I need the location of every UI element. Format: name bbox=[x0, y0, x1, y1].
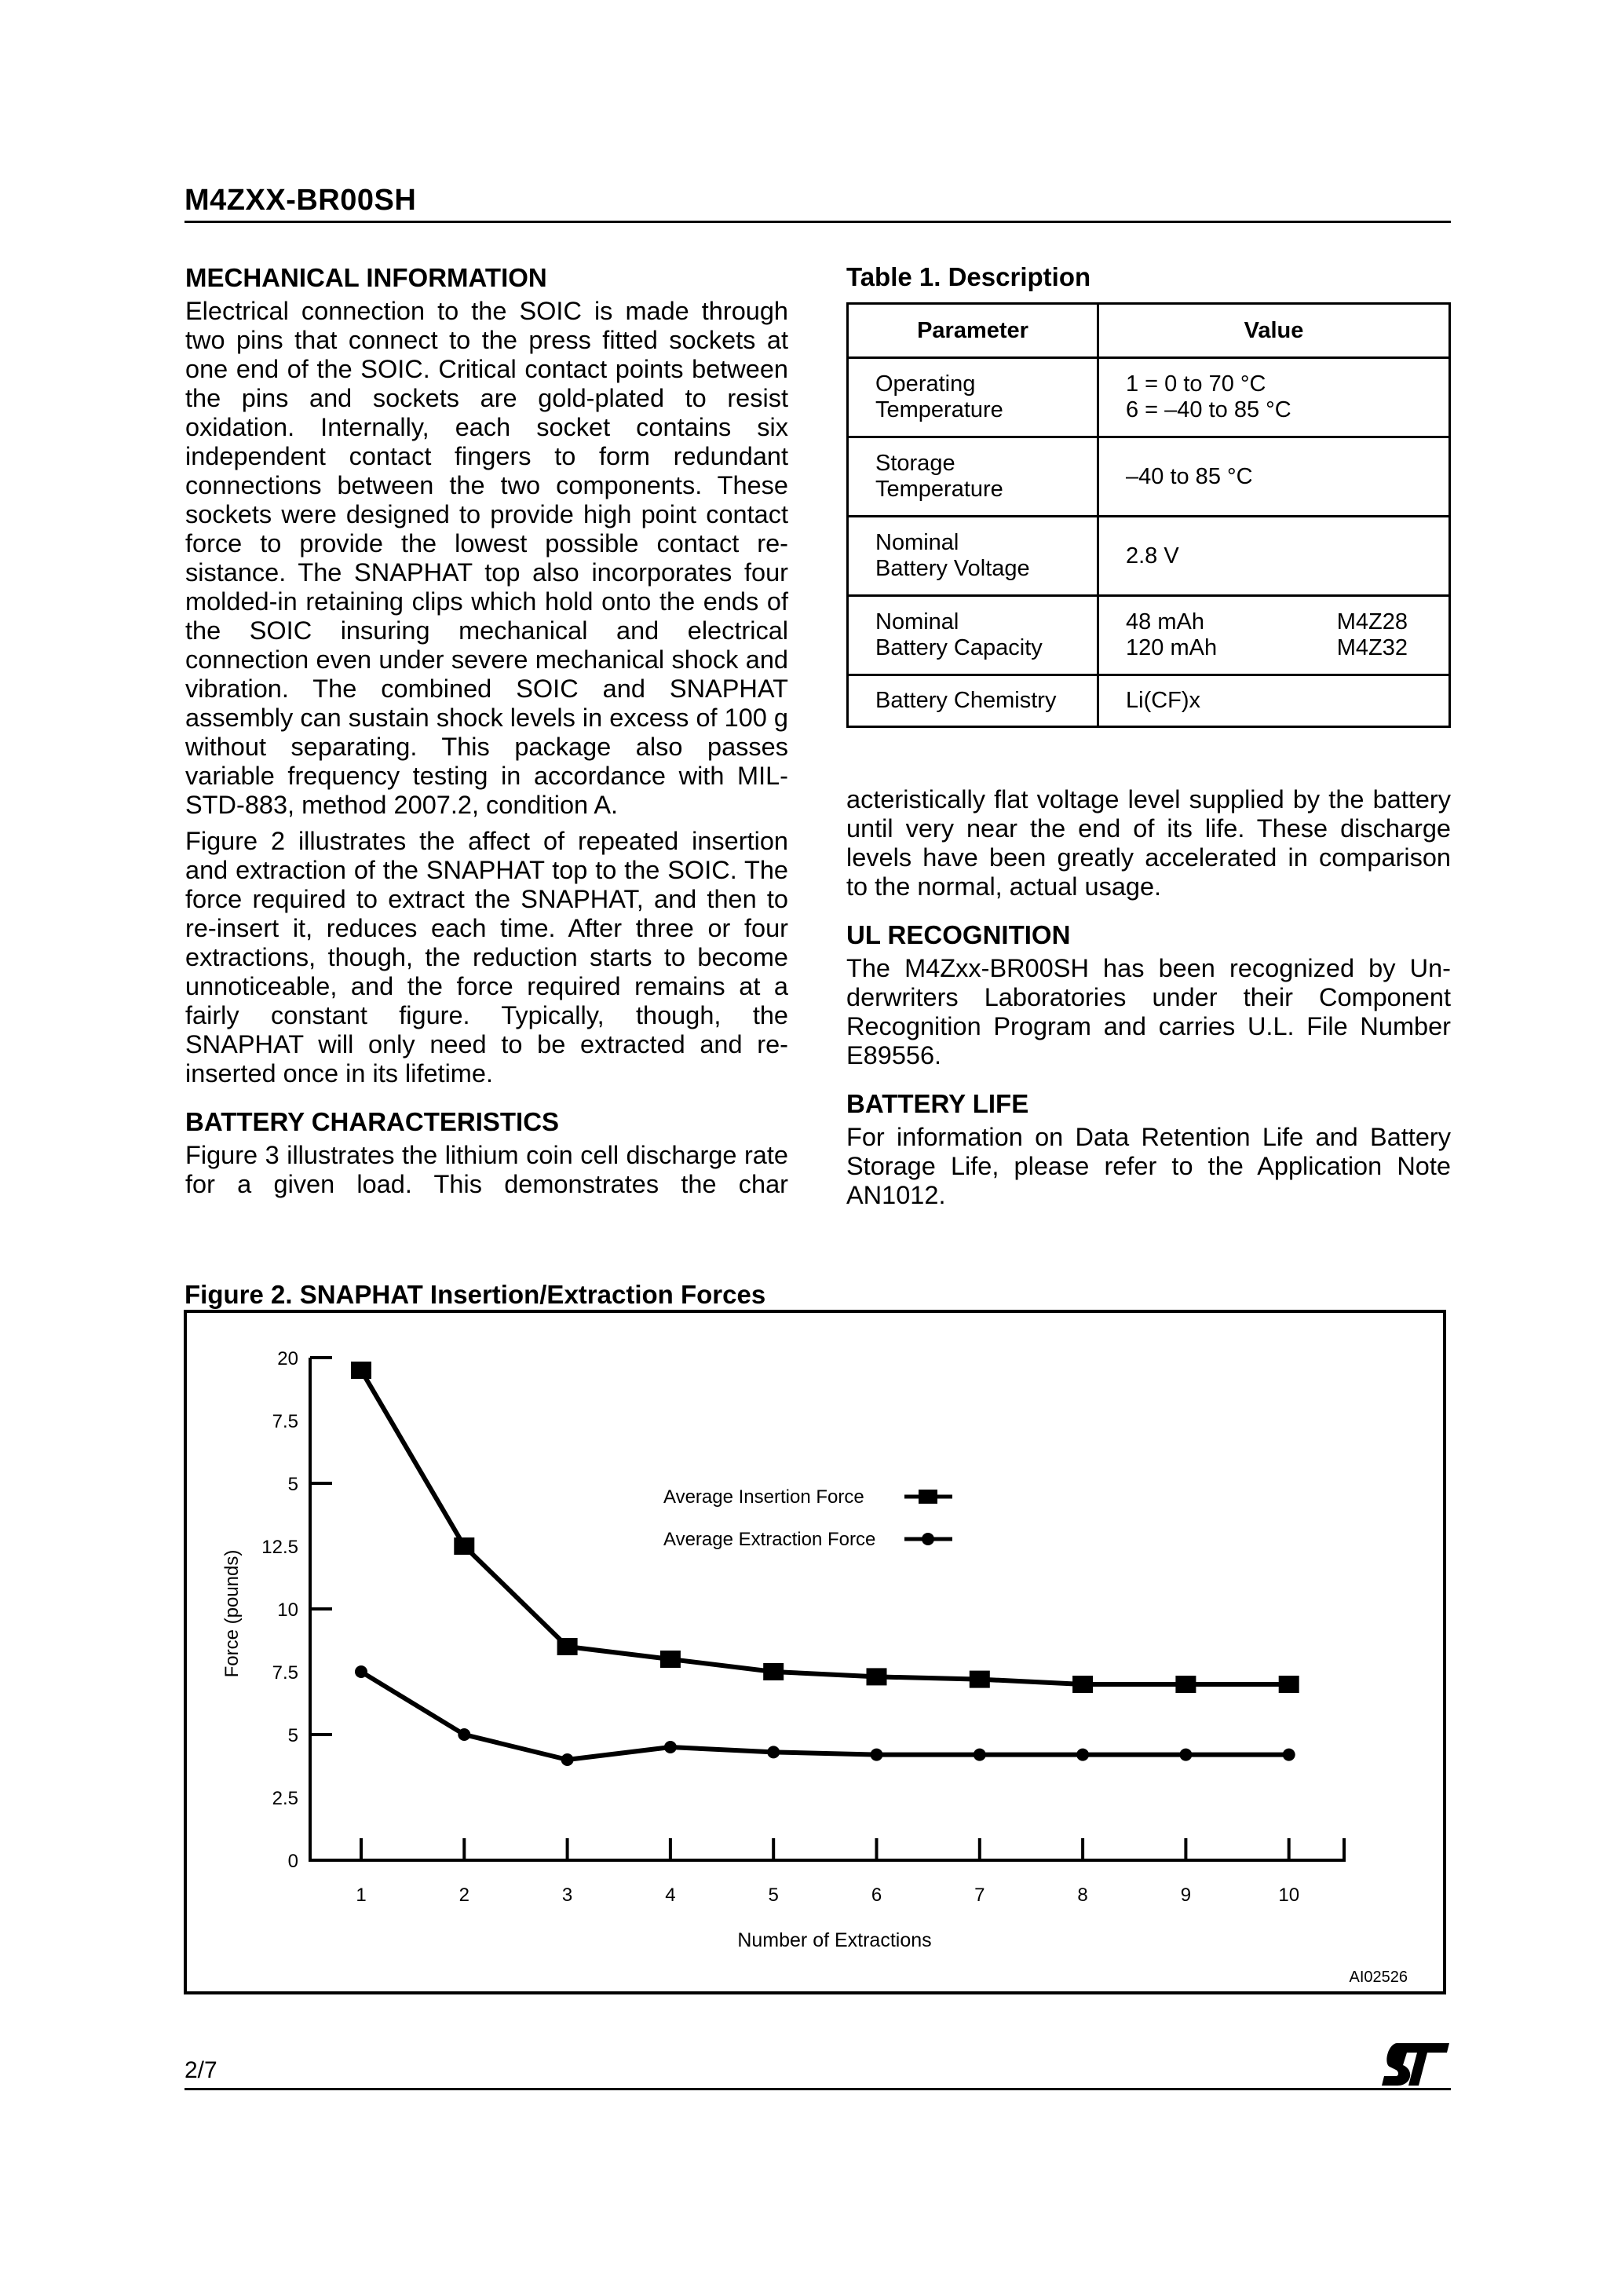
x-tick-label: 2 bbox=[458, 1885, 469, 1906]
chart-series bbox=[351, 1362, 1299, 1766]
x-tick-label: 3 bbox=[561, 1885, 573, 1906]
x-tick-label: 7 bbox=[974, 1885, 985, 1906]
footer-rule bbox=[184, 2088, 1451, 2090]
model-label: M4Z32 bbox=[1336, 635, 1408, 660]
series-insertion-force bbox=[351, 1362, 1299, 1693]
square-marker-icon bbox=[1279, 1676, 1299, 1693]
y-tick-label: 2.5 bbox=[272, 1788, 298, 1809]
page-number: 2/7 bbox=[184, 2057, 217, 2083]
series-line bbox=[361, 1370, 1289, 1684]
chart-legend bbox=[663, 1486, 952, 1550]
square-marker-icon bbox=[1175, 1676, 1196, 1693]
legend-label-extraction: Average Extraction Force bbox=[663, 1529, 876, 1550]
y-axis-labels bbox=[261, 1348, 298, 1872]
legend-square-marker-icon bbox=[919, 1490, 937, 1504]
y-tick-label: 20 bbox=[277, 1348, 298, 1369]
figure-title: Figure 2. SNAPHAT Insertion/Extraction Forces bbox=[184, 1280, 766, 1309]
document-title: M4ZXX-BR00SH bbox=[184, 184, 417, 217]
capacity-value: 48 mAh bbox=[1126, 609, 1204, 634]
legend-circle-marker-icon bbox=[922, 1533, 934, 1545]
table-title: Table 1. Description bbox=[846, 262, 1091, 291]
square-marker-icon bbox=[763, 1663, 784, 1680]
heading-battery-life: BATTERY LIFE bbox=[846, 1089, 1029, 1118]
circle-marker-icon bbox=[974, 1749, 986, 1761]
chart-axes bbox=[310, 1358, 1344, 1860]
value-line: 6 = –40 to 85 °C bbox=[1126, 397, 1291, 422]
battery-characteristics-paragraph: Figure 3 illustrates the lithium coin cell discharge rate for a given load. This demonstrates the char bbox=[185, 1141, 788, 1198]
x-tick-label: 10 bbox=[1278, 1885, 1300, 1906]
axis-lines bbox=[310, 1358, 1344, 1860]
square-marker-icon bbox=[1072, 1676, 1093, 1693]
column-header-parameter: Parameter bbox=[848, 304, 1098, 358]
figure-code: AI02526 bbox=[1349, 1969, 1408, 1986]
circle-marker-icon bbox=[664, 1741, 677, 1753]
circle-marker-icon bbox=[871, 1749, 883, 1761]
series-extraction-force bbox=[355, 1665, 1295, 1766]
legend-label-insertion: Average Insertion Force bbox=[663, 1486, 864, 1508]
param-line: Battery Capacity bbox=[875, 635, 1043, 660]
y-axis-title: Force (pounds) bbox=[221, 1549, 243, 1678]
capacity-value: 120 mAh bbox=[1126, 635, 1218, 660]
y-tick-label: 12.5 bbox=[261, 1537, 298, 1558]
circle-marker-icon bbox=[355, 1665, 367, 1678]
y-tick-label: 5 bbox=[287, 1725, 298, 1746]
square-marker-icon bbox=[970, 1671, 990, 1688]
x-axis-title: Number of Extractions bbox=[737, 1929, 932, 1951]
param-line: Temperature bbox=[875, 477, 1003, 502]
battery-characteristics-continued: acteristically flat voltage level supplied by the battery until very near the end of its life. These discharge levels have been greatly accelerated in comparison to the normal, actual usage. bbox=[846, 785, 1451, 901]
x-tick-label: 8 bbox=[1077, 1885, 1088, 1906]
circle-marker-icon bbox=[1179, 1749, 1192, 1761]
model-label: M4Z28 bbox=[1336, 609, 1408, 634]
heading-battery-characteristics: BATTERY CHARACTERISTICS bbox=[185, 1107, 560, 1136]
circle-marker-icon bbox=[1283, 1749, 1295, 1761]
y-tick-label: 7.5 bbox=[272, 1411, 298, 1432]
st-logo-icon bbox=[1380, 2042, 1451, 2087]
square-marker-icon bbox=[557, 1638, 578, 1655]
param-line: Temperature bbox=[875, 397, 1003, 422]
mechanical-paragraph-1: Electrical connection to the SOIC is made through two pins that connect to the press fitted sockets at one end of the SOIC. Critical contact points between the pins and sockets are gold-plated to resist oxidation. Internally, each socket contains six independent contact fingers to form redundant connections between the two components. These sockets were designed to provide high point contact force to provide the lowest possible contact resistance. The SNAPHAT top also incorporates four molded-in retaining clips which hold onto the ends of the SOIC insuring mechanical and electrical connection even under severe mechanical shock and vibration. The combined SOIC and SNAPHAT assembly can sustain shock levels in excess of 100 g without separating. This package also passes variable frequency testing in accordance with MIL-STD-883, method 2007.2, condition A. bbox=[185, 297, 788, 819]
square-marker-icon bbox=[351, 1362, 371, 1379]
y-tick-label: 5 bbox=[287, 1474, 298, 1495]
param-cell: Battery Chemistry bbox=[848, 675, 1098, 727]
ul-recognition-paragraph: The M4Zxx-BR00SH has been recognized by Underwriters Laboratories under their Component Recognition Program and carries U.L. File Number E89556. bbox=[846, 954, 1451, 1069]
param-line: Nominal bbox=[875, 530, 959, 555]
heading-ul-recognition: UL RECOGNITION bbox=[846, 920, 1071, 949]
value-line: 2.8 V bbox=[1126, 543, 1179, 569]
value-line: 1 = 0 to 70 °C bbox=[1126, 371, 1266, 397]
x-tick-label: 6 bbox=[871, 1885, 882, 1906]
heading-mechanical-information: MECHANICAL INFORMATION bbox=[185, 263, 547, 292]
battery-life-paragraph: For information on Data Retention Life and Battery Storage Life, please refer to the Application Note AN1012. bbox=[846, 1123, 1451, 1209]
y-tick-label: 0 bbox=[287, 1851, 298, 1872]
circle-marker-icon bbox=[767, 1746, 780, 1758]
y-tick-label: 7.5 bbox=[272, 1662, 298, 1684]
x-tick-label: 4 bbox=[665, 1885, 676, 1906]
value-line: –40 to 85 °C bbox=[1126, 463, 1253, 489]
x-tick-label: 9 bbox=[1180, 1885, 1192, 1906]
square-marker-icon bbox=[867, 1668, 887, 1685]
x-tick-label: 5 bbox=[768, 1885, 779, 1906]
column-header-value: Value bbox=[1098, 304, 1450, 358]
square-marker-icon bbox=[660, 1651, 681, 1668]
value-cell: Li(CF)x bbox=[1098, 675, 1450, 727]
circle-marker-icon bbox=[458, 1728, 470, 1741]
circle-marker-icon bbox=[561, 1753, 574, 1766]
param-line: Battery Voltage bbox=[875, 556, 1030, 581]
param-line: Storage bbox=[875, 451, 955, 476]
mechanical-paragraph-2: Figure 2 illustrates the affect of repeated insertion and extraction of the SNAPHAT top to the SOIC. The force required to extract the SNAPHAT, and then to re-insert it, reduces each time. After three or four extractions, though, the reduction starts to become unnoticeable, and the force required remains at a fairly constant figure. Typically, though, the SNAPHAT will only need to be extracted and re-inserted once in its lifetime. bbox=[185, 827, 788, 1088]
circle-marker-icon bbox=[1076, 1749, 1089, 1761]
y-tick-label: 10 bbox=[277, 1600, 298, 1621]
square-marker-icon bbox=[454, 1537, 474, 1555]
x-tick-label: 1 bbox=[356, 1885, 367, 1906]
param-line: Nominal bbox=[875, 609, 959, 634]
x-axis-labels bbox=[356, 1885, 1299, 1906]
param-line: Operating bbox=[875, 371, 976, 397]
